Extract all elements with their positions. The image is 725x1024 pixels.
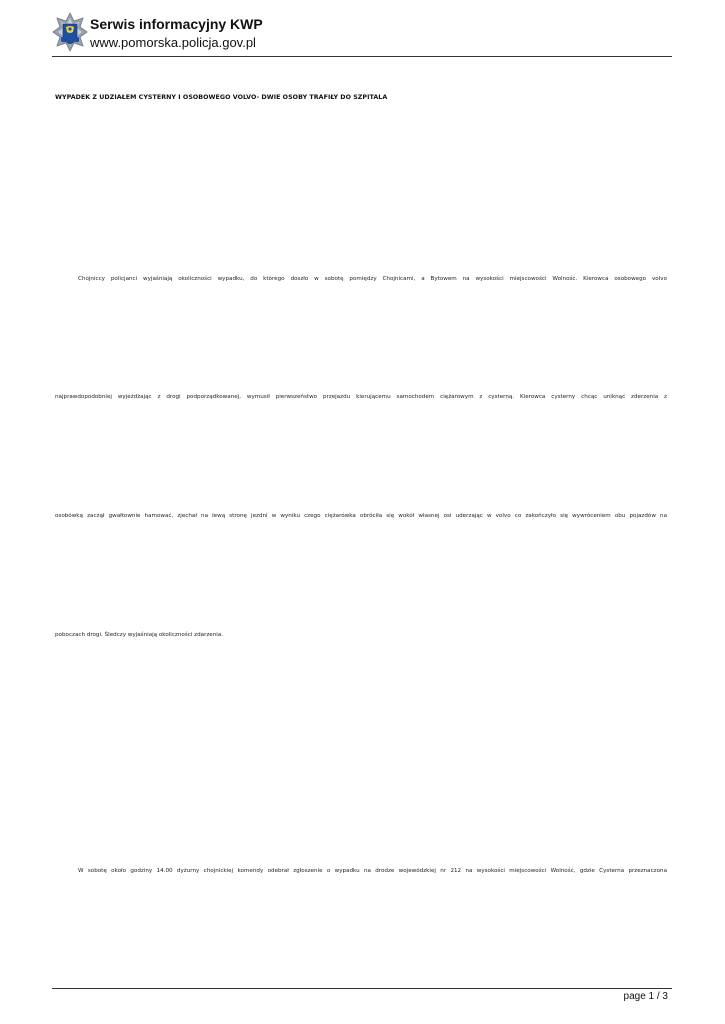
site-header <box>52 12 672 56</box>
article-line-5: W sobotę około godziny 14.00 dyżurny chojnickiej komendy odebrał zgłoszenie o wypadku na drodze wojewódzkiej nr 212 na wysokości miejscowości Wolność, gdzie Cysterna przeznaczona <box>78 868 667 874</box>
article-title: WYPADEK Z UDZIAŁEM CYSTERNY I OSOBOWEGO VOLVO- DWIE OSOBY TRAFIŁY DO SZPITALA <box>55 94 388 101</box>
article-line-3: osobówką zaczął gwałtownie hamować, zjechał na lewą stronę jezdni w wyniku czego ciężarówka obróciła się wokół własnej osi uderzając w volvo co zakończyło się wywróceniem obu pojazdów na <box>55 513 667 519</box>
footer-divider <box>52 988 672 989</box>
article-line-1: Chojniccy policjanci wyjaśniają okoliczności wypadku, do którego doszło w sobotę pomiędzy Chojnicami, a Bytowem na wysokości miejscowości Wolność. Kierowca osobowego volvo <box>78 276 667 282</box>
police-star-logo <box>52 12 88 52</box>
header-divider <box>52 56 672 57</box>
article-line-2: najprawdopodobniej wyjeżdżając z drogi podporządkowanej, wymusił pierwszeństwo przejazdu kierującemu samochodem ciężarowym z cysterną. Kierowca cysterny chcąc uniknąć zderzenia z <box>55 394 667 400</box>
page-number: page 1 / 3 <box>623 991 668 1002</box>
site-url[interactable]: www.pomorska.policja.gov.pl <box>90 35 256 50</box>
article-line-4: poboczach drogi. Śledczy wyjaśniają okoliczności zdarzenia. <box>55 632 224 638</box>
site-title: Serwis informacyjny KWP <box>90 16 263 32</box>
